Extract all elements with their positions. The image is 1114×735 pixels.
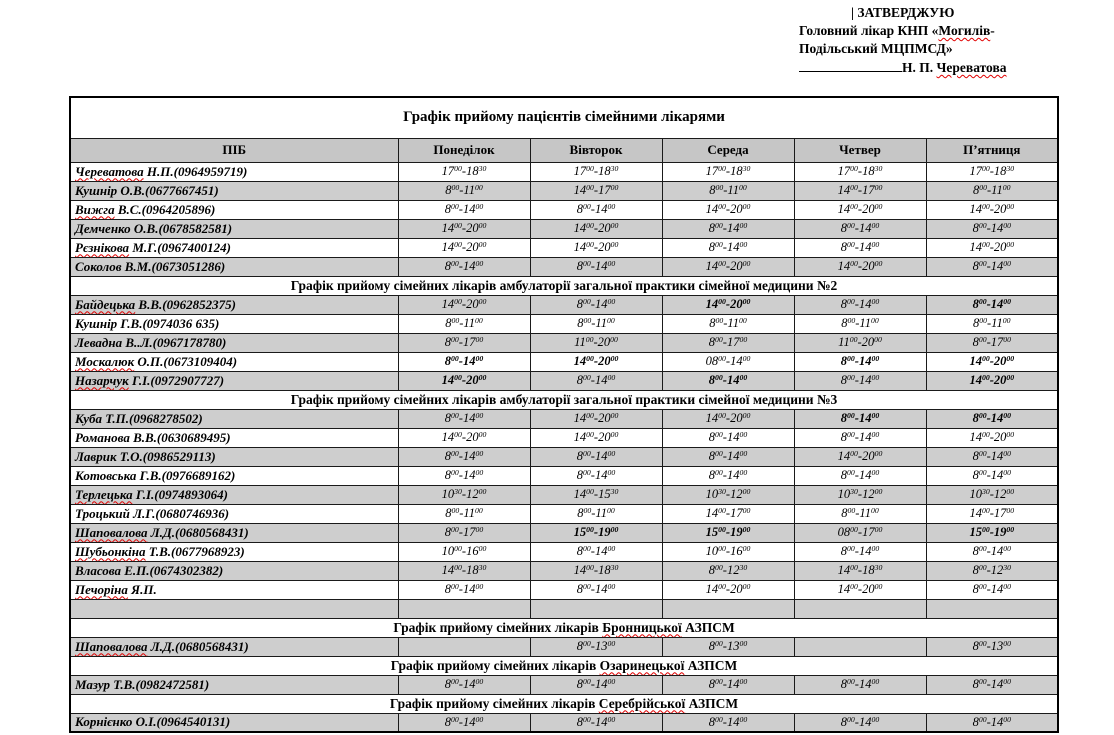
time-cell-wednesday: $15^{00}-19^{00}$: [662, 523, 794, 542]
table-row: [70, 238, 1058, 257]
time-cell-friday: $14^{00}-20^{00}$: [926, 428, 1058, 447]
time-cell-monday: $14^{00}-20^{00}$: [398, 371, 530, 390]
time-cell-wednesday: $14^{00}-20^{00}$: [662, 257, 794, 276]
column-header-thursday: Четвер: [794, 138, 926, 162]
misspelled-word: Печоріна: [75, 581, 128, 597]
time-cell-monday: $17^{00}-18^{30}$: [398, 162, 530, 181]
time-cell-friday: $8^{00}-14^{00}$: [926, 409, 1058, 428]
time-cell-monday: $8^{00}-14^{00}$: [398, 580, 530, 599]
time-cell-tuesday: $14^{00}-20^{00}$: [530, 352, 662, 371]
table-row: [70, 447, 1058, 466]
time-cell-tuesday: $8^{00}-14^{00}$: [530, 713, 662, 732]
time-cell-wednesday: $8^{00}-14^{00}$: [662, 466, 794, 485]
time-cell-friday: [926, 599, 1058, 618]
misspelled-word: Москалюк: [75, 353, 135, 369]
time-cell-tuesday: $8^{00}-14^{00}$: [530, 447, 662, 466]
time-cell-monday: $8^{00}-14^{00}$: [398, 352, 530, 371]
misspelled-word: Вижга: [75, 201, 115, 217]
misspelled-word: Рєзнікова: [75, 239, 130, 255]
time-cell-monday: $8^{00}-14^{00}$: [398, 466, 530, 485]
column-header-tuesday: Вівторок: [530, 138, 662, 162]
time-cell-tuesday: $14^{00}-18^{30}$: [530, 561, 662, 580]
time-cell-tuesday: $14^{00}-15^{30}$: [530, 485, 662, 504]
time-cell-monday: $10^{00}-16^{00}$: [398, 542, 530, 561]
doctor-name-cell: Лаврик Т.О.(0986529113): [70, 447, 398, 466]
doctor-name-cell: Троцький Л.Г.(0680746936): [70, 504, 398, 523]
time-cell-thursday: $14^{00}-20^{00}$: [794, 580, 926, 599]
table-row: [70, 580, 1058, 599]
time-cell-thursday: $08^{00}-17^{00}$: [794, 523, 926, 542]
column-header-name: ПІБ: [70, 138, 398, 162]
time-cell-wednesday: $14^{00}-20^{00}$: [662, 295, 794, 314]
time-cell-friday: $8^{00}-14^{00}$: [926, 295, 1058, 314]
empty-row: [70, 599, 1058, 618]
time-cell-tuesday: $8^{00}-14^{00}$: [530, 580, 662, 599]
time-cell-friday: $8^{00}-14^{00}$: [926, 542, 1058, 561]
time-cell-tuesday: $8^{00}-14^{00}$: [530, 200, 662, 219]
doctor-name-cell: [70, 599, 398, 618]
time-cell-friday: $10^{30}-12^{00}$: [926, 485, 1058, 504]
section-title-row: [70, 656, 1058, 675]
doctor-name-cell: Власова Е.П.(0674302382): [70, 561, 398, 580]
approval-line-org-name: Подільський МЦПМСД»: [799, 41, 953, 56]
time-cell-wednesday: $14^{00}-20^{00}$: [662, 200, 794, 219]
time-cell-tuesday: $8^{00}-14^{00}$: [530, 257, 662, 276]
time-cell-friday: $8^{00}-14^{00}$: [926, 219, 1058, 238]
doctor-name-cell: Демченко О.В.(0678582581): [70, 219, 398, 238]
approval-signature-line: [799, 58, 1065, 77]
time-cell-thursday: $8^{00}-14^{00}$: [794, 542, 926, 561]
time-cell-tuesday: $11^{00}-20^{00}$: [530, 333, 662, 352]
section-title: Графік прийому сімейних лікарів Серебрійської АЗПСМ: [70, 694, 1058, 713]
section-title-row: [70, 618, 1058, 637]
time-cell-tuesday: $14^{00}-20^{00}$: [530, 409, 662, 428]
time-cell-wednesday: [662, 599, 794, 618]
time-cell-wednesday: $8^{00}-14^{00}$: [662, 219, 794, 238]
section-title-row: [70, 276, 1058, 295]
table-row: [70, 637, 1058, 656]
signature-name: Н. П. Череватова: [902, 60, 1007, 75]
time-cell-friday: $15^{00}-19^{00}$: [926, 523, 1058, 542]
time-cell-friday: $8^{00}-12^{30}$: [926, 561, 1058, 580]
doctor-name-cell: Котовська Г.В.(0976689162): [70, 466, 398, 485]
table-row: [70, 428, 1058, 447]
time-cell-tuesday: $15^{00}-19^{00}$: [530, 523, 662, 542]
time-cell-monday: $14^{00}-20^{00}$: [398, 295, 530, 314]
time-cell-friday: $8^{00}-17^{00}$: [926, 333, 1058, 352]
table-row: [70, 561, 1058, 580]
time-cell-wednesday: $8^{00}-11^{00}$: [662, 314, 794, 333]
approval-block: [799, 4, 1065, 77]
doctor-name-cell: Романова В.В.(0630689495): [70, 428, 398, 447]
doctor-name-cell: Кушнір Г.В.(0974036 635): [70, 314, 398, 333]
time-cell-monday: $8^{00}-17^{00}$: [398, 333, 530, 352]
time-cell-thursday: $14^{00}-20^{00}$: [794, 447, 926, 466]
doctor-name-cell: Москалюк О.П.(0673109404): [70, 352, 398, 371]
time-cell-tuesday: $8^{00}-14^{00}$: [530, 675, 662, 694]
column-header-monday: Понеділок: [398, 138, 530, 162]
time-cell-wednesday: $14^{00}-20^{00}$: [662, 580, 794, 599]
table-row: [70, 485, 1058, 504]
time-cell-monday: $14^{00}-20^{00}$: [398, 219, 530, 238]
misspelled-word: Шаповалова: [75, 638, 148, 654]
table-row: [70, 314, 1058, 333]
time-cell-thursday: $8^{00}-14^{00}$: [794, 219, 926, 238]
table-row: [70, 181, 1058, 200]
time-cell-monday: $8^{00}-14^{00}$: [398, 257, 530, 276]
misspelled-word: Бронницької: [602, 619, 682, 635]
doctor-name-cell: Левадна В..Л.(0967178780): [70, 333, 398, 352]
column-header-row: [70, 138, 1058, 162]
time-cell-friday: $17^{00}-18^{30}$: [926, 162, 1058, 181]
time-cell-wednesday: $8^{00}-12^{30}$: [662, 561, 794, 580]
time-cell-tuesday: $8^{00}-11^{00}$: [530, 314, 662, 333]
table-row: [70, 333, 1058, 352]
doctor-name-cell: Рєзнікова М.Г.(0967400124): [70, 238, 398, 257]
time-cell-wednesday: $08^{00}-14^{00}$: [662, 352, 794, 371]
time-cell-thursday: $10^{30}-12^{00}$: [794, 485, 926, 504]
page-title: Графік прийому пацієнтів сімейними лікарями: [70, 97, 1058, 138]
time-cell-thursday: $17^{00}-18^{30}$: [794, 162, 926, 181]
time-cell-thursday: $8^{00}-14^{00}$: [794, 428, 926, 447]
table-row: [70, 371, 1058, 390]
table-row: [70, 504, 1058, 523]
doctor-name-cell: Корнієнко О.І.(0964540131): [70, 713, 398, 732]
time-cell-wednesday: $8^{00}-14^{00}$: [662, 447, 794, 466]
time-cell-monday: $8^{00}-14^{00}$: [398, 447, 530, 466]
section-title: Графік прийому сімейних лікарів амбулаторії загальної практики сімейної медицини №2: [70, 276, 1058, 295]
doctor-name-cell: Шаповалова Л.Д.(0680568431): [70, 523, 398, 542]
time-cell-monday: $14^{00}-20^{00}$: [398, 238, 530, 257]
time-cell-monday: $14^{00}-20^{00}$: [398, 428, 530, 447]
time-cell-monday: $8^{00}-17^{00}$: [398, 523, 530, 542]
time-cell-thursday: $8^{00}-14^{00}$: [794, 409, 926, 428]
time-cell-wednesday: $8^{00}-13^{00}$: [662, 637, 794, 656]
doctor-name-cell: Шубьонкіна Т.В.(0677968923): [70, 542, 398, 561]
time-cell-thursday: [794, 637, 926, 656]
doctor-name-cell: Печоріна Я.П.: [70, 580, 398, 599]
signature-blank-line: [799, 58, 902, 72]
time-cell-tuesday: $8^{00}-14^{00}$: [530, 371, 662, 390]
misspelled-word: Череватова: [75, 163, 144, 179]
table-row: [70, 257, 1058, 276]
time-cell-monday: $8^{00}-11^{00}$: [398, 314, 530, 333]
table-title-row: [70, 97, 1058, 138]
table-row: [70, 409, 1058, 428]
time-cell-tuesday: $8^{00}-11^{00}$: [530, 504, 662, 523]
time-cell-thursday: $8^{00}-14^{00}$: [794, 371, 926, 390]
doctor-name-cell: Череватова Н.П.(0964959719): [70, 162, 398, 181]
time-cell-wednesday: $8^{00}-14^{00}$: [662, 675, 794, 694]
time-cell-tuesday: $17^{00}-18^{30}$: [530, 162, 662, 181]
time-cell-wednesday: $8^{00}-14^{00}$: [662, 428, 794, 447]
table-row: [70, 466, 1058, 485]
time-cell-friday: $8^{00}-13^{00}$: [926, 637, 1058, 656]
column-header-friday: П’ятниця: [926, 138, 1058, 162]
time-cell-tuesday: $8^{00}-14^{00}$: [530, 466, 662, 485]
time-cell-friday: $14^{00}-20^{00}$: [926, 371, 1058, 390]
time-cell-thursday: $8^{00}-14^{00}$: [794, 238, 926, 257]
time-cell-monday: $10^{30}-12^{00}$: [398, 485, 530, 504]
table-row: [70, 675, 1058, 694]
time-cell-monday: $8^{00}-14^{00}$: [398, 713, 530, 732]
doctor-name-cell: Куба Т.П.(0968278502): [70, 409, 398, 428]
time-cell-tuesday: $8^{00}-14^{00}$: [530, 542, 662, 561]
approval-line-approve: | ЗАТВЕРДЖУЮ: [851, 5, 955, 20]
misspelled-word: Серебрійської: [598, 695, 686, 711]
time-cell-friday: $8^{00}-14^{00}$: [926, 580, 1058, 599]
schedule-table: [69, 96, 1059, 733]
time-cell-tuesday: $14^{00}-20^{00}$: [530, 238, 662, 257]
time-cell-friday: $14^{00}-20^{00}$: [926, 352, 1058, 371]
time-cell-wednesday: $8^{00}-11^{00}$: [662, 181, 794, 200]
misspelled-word: Могилів: [938, 23, 991, 38]
doctor-name-cell: Байдецька В.В.(0962852375): [70, 295, 398, 314]
time-cell-thursday: $14^{00}-17^{00}$: [794, 181, 926, 200]
schedule-table-body: [70, 162, 1058, 732]
time-cell-monday: $8^{00}-14^{00}$: [398, 675, 530, 694]
time-cell-friday: $8^{00}-14^{00}$: [926, 466, 1058, 485]
time-cell-friday: $8^{00}-14^{00}$: [926, 447, 1058, 466]
time-cell-thursday: $11^{00}-20^{00}$: [794, 333, 926, 352]
table-row: [70, 200, 1058, 219]
time-cell-wednesday: $14^{00}-17^{00}$: [662, 504, 794, 523]
time-cell-thursday: $8^{00}-11^{00}$: [794, 504, 926, 523]
time-cell-tuesday: $14^{00}-17^{00}$: [530, 181, 662, 200]
misspelled-word: Назарчук: [75, 372, 129, 388]
table-row: [70, 352, 1058, 371]
time-cell-monday: $8^{00}-11^{00}$: [398, 504, 530, 523]
time-cell-wednesday: $8^{00}-14^{00}$: [662, 238, 794, 257]
doctor-name-cell: Назарчук Г.І.(0972907727): [70, 371, 398, 390]
time-cell-thursday: $8^{00}-11^{00}$: [794, 314, 926, 333]
column-header-wednesday: Середа: [662, 138, 794, 162]
time-cell-friday: $14^{00}-20^{00}$: [926, 200, 1058, 219]
table-row: [70, 713, 1058, 732]
table-row: [70, 162, 1058, 181]
approval-line-chief-doctor: Головний лікар КНП «Могилів-: [799, 23, 995, 38]
time-cell-wednesday: $10^{30}-12^{00}$: [662, 485, 794, 504]
table-row: [70, 542, 1058, 561]
time-cell-thursday: $8^{00}-14^{00}$: [794, 466, 926, 485]
misspelled-word: Озаринецької: [599, 657, 685, 673]
time-cell-tuesday: $14^{00}-20^{00}$: [530, 428, 662, 447]
table-row: [70, 219, 1058, 238]
section-title-row: [70, 390, 1058, 409]
time-cell-thursday: $8^{00}-14^{00}$: [794, 295, 926, 314]
doctor-name-cell: Мазур Т.В.(0982472581): [70, 675, 398, 694]
misspelled-word: Череватова: [936, 60, 1007, 75]
time-cell-monday: $8^{00}-14^{00}$: [398, 409, 530, 428]
table-row: [70, 295, 1058, 314]
time-cell-monday: $8^{00}-11^{00}$: [398, 181, 530, 200]
section-title: Графік прийому сімейних лікарів Бронницької АЗПСМ: [70, 618, 1058, 637]
time-cell-tuesday: [530, 599, 662, 618]
time-cell-thursday: $14^{00}-20^{00}$: [794, 200, 926, 219]
time-cell-friday: $8^{00}-11^{00}$: [926, 181, 1058, 200]
time-cell-thursday: [794, 599, 926, 618]
time-cell-friday: $8^{00}-14^{00}$: [926, 675, 1058, 694]
section-title-row: [70, 694, 1058, 713]
doctor-name-cell: Кушнір О.В.(0677667451): [70, 181, 398, 200]
time-cell-monday: [398, 599, 530, 618]
time-cell-monday: $14^{00}-18^{30}$: [398, 561, 530, 580]
time-cell-friday: $14^{00}-17^{00}$: [926, 504, 1058, 523]
time-cell-wednesday: $8^{00}-17^{00}$: [662, 333, 794, 352]
misspelled-word: Шубьонкіна: [75, 543, 146, 559]
doctor-name-cell: Вижга В.С.(0964205896): [70, 200, 398, 219]
time-cell-thursday: $8^{00}-14^{00}$: [794, 675, 926, 694]
time-cell-thursday: $8^{00}-14^{00}$: [794, 713, 926, 732]
time-cell-friday: $8^{00}-14^{00}$: [926, 713, 1058, 732]
time-cell-tuesday: $14^{00}-20^{00}$: [530, 219, 662, 238]
time-cell-wednesday: $8^{00}-14^{00}$: [662, 371, 794, 390]
time-cell-wednesday: $14^{00}-20^{00}$: [662, 409, 794, 428]
time-cell-monday: $8^{00}-14^{00}$: [398, 200, 530, 219]
time-cell-thursday: $14^{00}-18^{30}$: [794, 561, 926, 580]
doctor-name-cell: Шаповалова Л.Д.(0680568431): [70, 637, 398, 656]
time-cell-tuesday: $8^{00}-14^{00}$: [530, 295, 662, 314]
time-cell-friday: $14^{00}-20^{00}$: [926, 238, 1058, 257]
time-cell-thursday: $14^{00}-20^{00}$: [794, 257, 926, 276]
time-cell-friday: $8^{00}-14^{00}$: [926, 257, 1058, 276]
time-cell-monday: [398, 637, 530, 656]
time-cell-wednesday: $8^{00}-14^{00}$: [662, 713, 794, 732]
section-title: Графік прийому сімейних лікарів Озаринецької АЗПСМ: [70, 656, 1058, 675]
time-cell-wednesday: $10^{00}-16^{00}$: [662, 542, 794, 561]
time-cell-wednesday: $17^{00}-18^{30}$: [662, 162, 794, 181]
misspelled-word: Шаповалова: [75, 524, 148, 540]
table-row: [70, 523, 1058, 542]
doctor-name-cell: Терлецька Г.І.(0974893064): [70, 485, 398, 504]
misspelled-word: Терлецька: [75, 486, 133, 502]
section-title: Графік прийому сімейних лікарів амбулаторії загальної практики сімейної медицини №3: [70, 390, 1058, 409]
time-cell-thursday: $8^{00}-14^{00}$: [794, 352, 926, 371]
misspelled-word: Байдецька: [75, 296, 136, 312]
time-cell-tuesday: $8^{00}-13^{00}$: [530, 637, 662, 656]
time-cell-friday: $8^{00}-11^{00}$: [926, 314, 1058, 333]
doctor-name-cell: Соколов В.М.(0673051286): [70, 257, 398, 276]
